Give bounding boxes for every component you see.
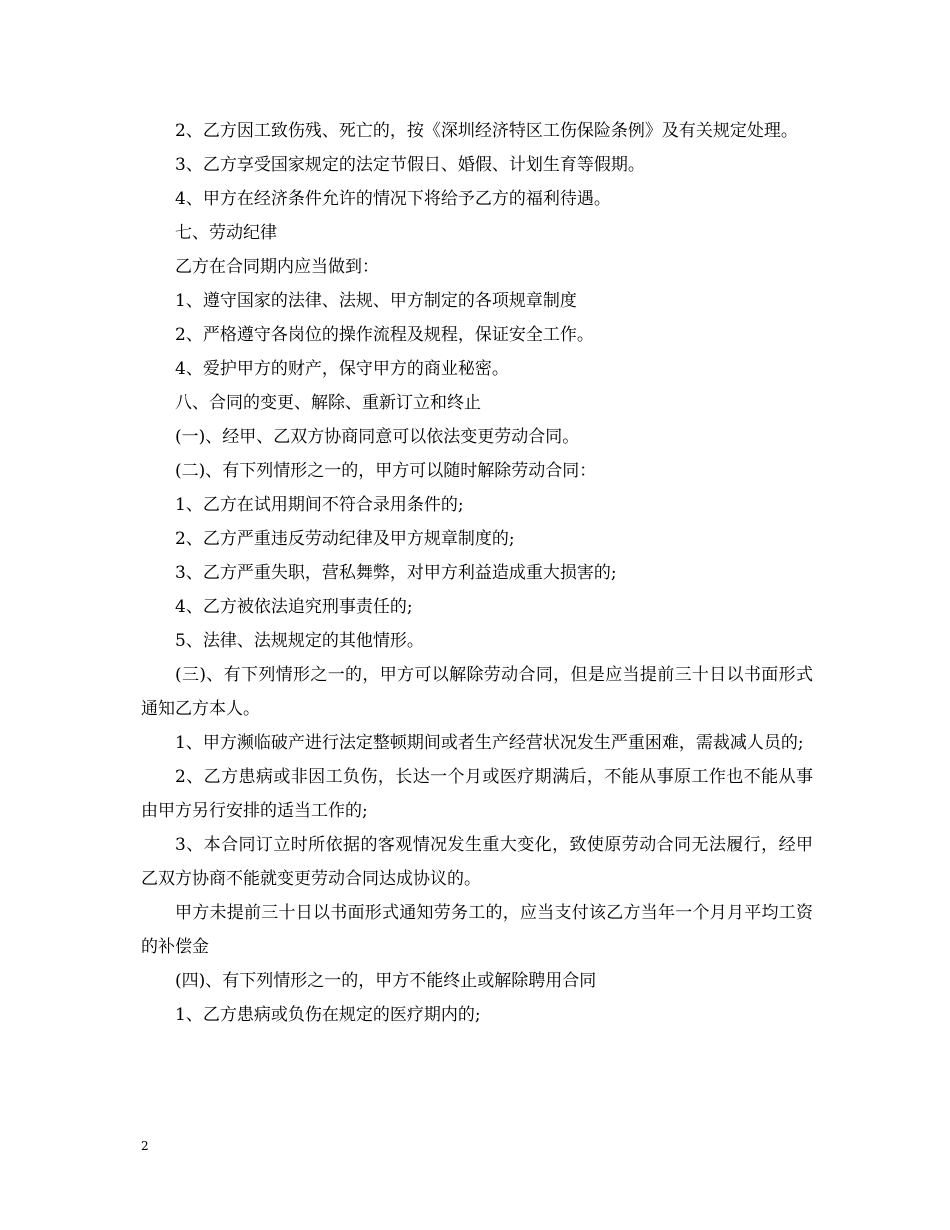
paragraph-10: (一)、经甲、乙双方协商同意可以依法变更劳动合同。 bbox=[175, 427, 580, 447]
paragraph-18: 1、甲方濒临破产进行法定整顿期间或者生产经营状况发生严重困难，需裁减人员的; bbox=[175, 733, 804, 753]
paragraph-7: 2、严格遵守各岗位的操作流程及规程，保证安全工作。 bbox=[175, 325, 594, 345]
paragraph-20: 3、本合同订立时所依据的客观情况发生重大变化，致使原劳动合同无法履行，经甲乙双方协商不能就变更劳动合同达成协议的。 bbox=[141, 835, 813, 889]
paragraph-11: (二)、有下列情形之一的，甲方可以随时解除劳动合同： bbox=[175, 461, 597, 481]
paragraph-8: 4、爱护甲方的财产，保守甲方的商业秘密。 bbox=[175, 359, 509, 379]
paragraph-14: 3、乙方严重失职，营私舞弊，对甲方利益造成重大损害的; bbox=[175, 563, 617, 583]
paragraph-21: 甲方未提前三十日以书面形式通知劳务工的，应当支付该乙方当年一个月月平均工资的补偿金 bbox=[141, 903, 813, 957]
section-heading-contract-changes: 八、合同的变更、解除、重新订立和终止 bbox=[175, 393, 481, 413]
paragraph-23: 1、乙方患病或负伤在规定的医疗期内的; bbox=[175, 1005, 481, 1025]
paragraph-6: 1、遵守国家的法律、法规、甲方制定的各项规章制度 bbox=[175, 291, 577, 311]
paragraph-13: 2、乙方严重违反劳动纪律及甲方规章制度的; bbox=[175, 529, 515, 549]
paragraph-17: (三)、有下列情形之一的，甲方可以解除劳动合同，但是应当提前三十日以书面形式通知乙方本人。 bbox=[141, 665, 813, 719]
paragraph-15: 4、乙方被依法追究刑事责任的; bbox=[175, 597, 413, 617]
paragraph-22: (四)、有下列情形之一的，甲方不能终止或解除聘用合同 bbox=[175, 971, 597, 991]
paragraph-1: 2、乙方因工致伤残、死亡的，按《深圳经济特区工伤保险条例》及有关规定处理。 bbox=[175, 121, 798, 141]
paragraph-12: 1、乙方在试用期间不符合录用条件的; bbox=[175, 495, 464, 515]
paragraph-19: 2、乙方患病或非因工负伤，长达一个月或医疗期满后，不能从事原工作也不能从事由甲方另行安排的适当工作的; bbox=[141, 767, 813, 821]
paragraph-5: 乙方在合同期内应当做到： bbox=[175, 257, 379, 277]
paragraph-16: 5、法律、法规规定的其他情形。 bbox=[175, 631, 424, 651]
document-body bbox=[141, 114, 813, 1032]
page-number: 2 bbox=[141, 1139, 149, 1153]
paragraph-2: 3、乙方享受国家规定的法定节假日、婚假、计划生育等假期。 bbox=[175, 155, 645, 175]
section-heading-labor-discipline: 七、劳动纪律 bbox=[175, 223, 277, 243]
paragraph-3: 4、甲方在经济条件允许的情况下将给予乙方的福利待遇。 bbox=[175, 189, 611, 209]
